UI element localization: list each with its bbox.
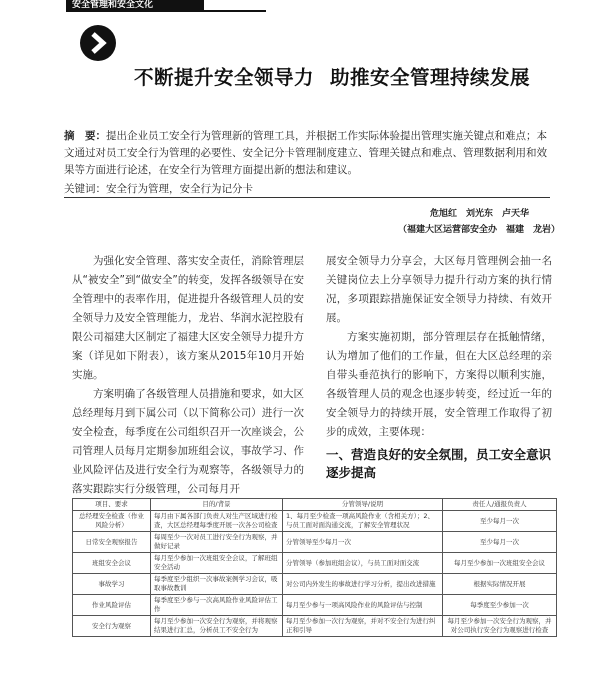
paragraph: 方案实施初期，部分管理层存在抵触情绪，认为增加了他们的工作量，但在大区总经理的亲自带头垂范执行的影响下，方案得以顺利实施，各级管理人员的观念也逐步转变，经过近一年的安全领导力的持续开展，安全管理工作取得了初步的成效，主要体现： <box>326 331 552 438</box>
affiliation: （福建大区运营部安全办 福建 龙岩） <box>398 225 561 235</box>
abstract-label: 摘 要： <box>64 130 106 142</box>
title-part-2: 助推安全管理持续发展 <box>330 66 531 89</box>
table-cell: 至少每月一次 <box>443 532 557 553</box>
keywords-label: 关键词： <box>64 183 106 195</box>
table-cell: 每月至少参加一次班组安全会议，了解班组安全活动 <box>151 553 283 574</box>
table-cell: 每季度至少参与一次高风险作业风险评估工作 <box>151 595 283 616</box>
leadership-plan-table <box>72 498 557 637</box>
table-cell: 每月至少参加一次安全行为观察，并将观察结果进行汇总，分析员工不安全行为 <box>151 616 283 637</box>
body-column-right <box>326 252 552 442</box>
paragraph: 为强化安全管理、落实安全责任，消除管理层从“被安全”到“做安全”的转变，发挥各级领导在安全管理中的表率作用，促进提升各级管理人员的安全领导力及安全管理能力，龙岩、华润水泥控股有限公司福建大区制定了福建大区安全领导力提升方案（详见如下附表），该方案从2015年10月开始实施。 <box>72 255 304 381</box>
paragraph: 方案明确了各级管理人员措施和要求，如大区总经理每月到下属公司（以下简称公司）进行一次安全检查，每季度在公司组织召开一次座谈会，公司管理人员每月定期参加班组会议，事故学习、作业风险评估及进行安全行为观察等，各级领导力的落实跟踪实行分级管理，公司每月开 <box>72 388 304 495</box>
table-row <box>73 553 557 574</box>
table-header: 目的/背景 <box>151 499 283 511</box>
chevron-right-icon <box>80 25 116 61</box>
header-rule <box>66 10 266 12</box>
column-label: 安全管理和安全文化 <box>66 0 204 10</box>
keywords <box>64 182 550 197</box>
table-header-row <box>73 499 557 511</box>
table-row <box>73 574 557 595</box>
keywords-text: 安全行为管理，安全行为记分卡 <box>106 183 253 195</box>
table-row <box>73 511 557 532</box>
table-cell: 作业风险评估 <box>73 595 151 616</box>
table-row <box>73 532 557 553</box>
table-row <box>73 595 557 616</box>
table-cell: 对公司内外发生的事故进行学习分析，提出改进措施 <box>283 574 443 595</box>
table-cell: 分管领导至少每月一次 <box>283 532 443 553</box>
table-cell: 至少每月一次 <box>443 511 557 532</box>
table-cell: 每周至少一次对员工进行安全行为观察，并做好记录 <box>151 532 283 553</box>
table-row <box>73 616 557 637</box>
table-header: 项目、要求 <box>73 499 151 511</box>
table-cell: 每月至少参加一次行为观察，并对不安全行为进行纠正和引导 <box>283 616 443 637</box>
table-cell: 每月至少参加一次班组安全会议 <box>443 553 557 574</box>
body-column-left <box>72 252 304 499</box>
abstract-divider <box>64 197 550 198</box>
table-cell: 事故学习 <box>73 574 151 595</box>
table-cell: 总经理安全检查（作业风险分析） <box>73 511 151 532</box>
table-cell: 根据实际情况开展 <box>443 574 557 595</box>
table-cell: 日常安全观察报告 <box>73 532 151 553</box>
abstract <box>64 128 550 179</box>
abstract-text: 提出企业员工安全行为管理新的管理工具，并根据工作实际体验提出管理实施关键点和难点；本文通过对员工安全行为管理的必要性、安全记分卡管理制度建立、管理关键点和难点、管理数据利用和效果等方面进行论述，在安全行为管理方面提出新的想法和建议。 <box>64 130 547 176</box>
table-cell: 每月至少参加一次安全行为观察，并对公司执行安全行为观察进行检查 <box>443 616 557 637</box>
table-cell: 1、每月至少检查一项高风险作业（含相关方）；2、与员工面对面沟通交流，了解安全管理状况 <box>283 511 443 532</box>
table-cell: 每季度至少参加一次 <box>443 595 557 616</box>
table-cell: 分管领导（参加班组会议），与员工面对面交流 <box>283 553 443 574</box>
table-cell: 每季度至少组织一次事故案例学习会议，吸取事故教训 <box>151 574 283 595</box>
table-cell: 班组安全会议 <box>73 553 151 574</box>
article-title <box>134 62 574 90</box>
section-heading: 一、营造良好的安全氛围，员工安全意识逐步提高 <box>326 447 552 480</box>
table-header: 分管领导/说明 <box>283 499 443 511</box>
title-part-1: 不断提升安全领导力 <box>134 66 315 89</box>
table-cell: 每月至少参与一项高风险作业的风险评估与控制 <box>283 595 443 616</box>
authors: 危旭红 刘光东 卢天华 <box>430 209 530 219</box>
table-cell: 安全行为观察 <box>73 616 151 637</box>
table-header: 责任人/通报负责人 <box>443 499 557 511</box>
paragraph: 展安全领导力分享会，大区每月管理例会抽一名关键岗位去上分享领导力提升行动方案的执行情况，多项跟踪措施保证安全领导力持续、有效开展。 <box>326 255 552 324</box>
table-cell: 每月由下属各部门负责人对生产区域进行检查，大区总经理每季度开展一次各公司检查 <box>151 511 283 532</box>
